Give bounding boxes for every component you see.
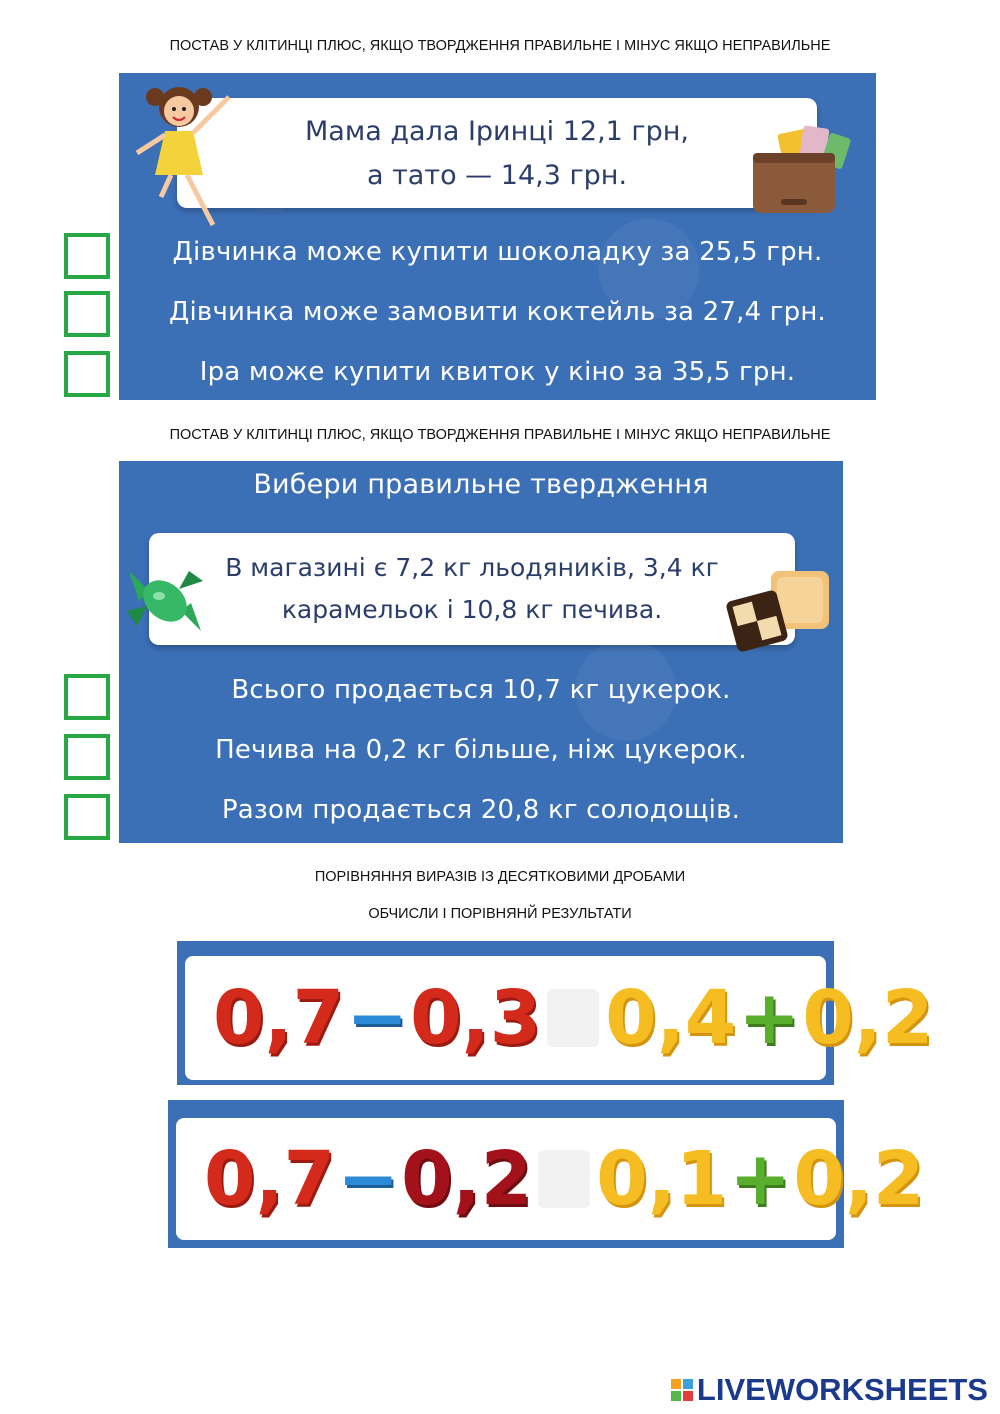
expr2-operand-a: 0,7	[204, 1136, 336, 1222]
expression-1-panel	[177, 941, 934, 1085]
section1-card-line1: Мама дала Іринці 12,1 грн,	[305, 116, 689, 147]
section2-heading: Вибери правильне твердження	[253, 469, 709, 500]
section1-answer-box-3[interactable]	[64, 351, 110, 397]
section1-statement-3: Іра може купити квиток у кіно за 35,5 грн.	[199, 357, 796, 387]
candy-icon	[119, 551, 211, 661]
expr2-plus: +	[729, 1136, 792, 1222]
expr1-operand-c: 0,4	[605, 975, 737, 1061]
section2-card-line1: В магазині є 7,2 кг льодяників, 3,4 кг	[225, 553, 719, 582]
section1-answer-box-2[interactable]	[64, 291, 110, 337]
section1-card-line2: а тато — 14,3 грн.	[366, 160, 628, 191]
section3-title: ПОРІВНЯННЯ ВИРАЗІВ ІЗ ДЕСЯТКОВИМИ ДРОБАМИ	[314, 869, 686, 885]
section1-card	[177, 98, 817, 208]
section1-answer-box-1[interactable]	[64, 233, 110, 279]
expression-1	[213, 956, 933, 1080]
section2-instruction: ПОСТАВ У КЛІТИНЦІ ПЛЮС, ЯКЩО ТВОРДЖЕННЯ ПРАВИЛЬНЕ І МІНУС ЯКЩО НЕПРАВИЛЬНЕ	[169, 427, 831, 443]
expr1-operand-d: 0,2	[802, 975, 934, 1061]
section2-statement-3: Разом продається 20,8 кг солодощів.	[221, 795, 741, 825]
liveworksheets-logo-icon	[671, 1379, 693, 1401]
liveworksheets-logo	[671, 1372, 988, 1408]
expr1-compare-slot[interactable]	[547, 989, 599, 1047]
section2-answer-box-3[interactable]	[64, 794, 110, 840]
expr2-operand-b: 0,2	[401, 1136, 533, 1222]
section2-answer-box-2[interactable]	[64, 734, 110, 780]
girl-illustration-icon	[131, 75, 243, 235]
section1-statement-2: Дівчинка може замовити коктейль за 27,4 грн.	[169, 297, 826, 327]
section3-instruction: ОБЧИСЛИ І ПОРІВНЯНЙ РЕЗУЛЬТАТИ	[368, 906, 632, 922]
expr2-compare-slot[interactable]	[538, 1150, 590, 1208]
expression-2-card	[176, 1118, 925, 1240]
expr1-operand-b: 0,3	[410, 975, 542, 1061]
section2-card	[149, 533, 795, 645]
expr1-operand-a: 0,7	[213, 975, 345, 1061]
expr1-plus: +	[738, 975, 801, 1061]
expr2-operand-c: 0,1	[596, 1136, 728, 1222]
expression-2-panel	[168, 1100, 925, 1248]
section1-instruction: ПОСТАВ У КЛІТИНЦІ ПЛЮС, ЯКЩО ТВОРДЖЕННЯ ПРАВИЛЬНЕ І МІНУС ЯКЩО НЕПРАВИЛЬНЕ	[169, 38, 831, 54]
wallet-icon	[751, 123, 856, 218]
section2-statement-2: Печива на 0,2 кг більше, ніж цукерок.	[215, 735, 747, 765]
section2-panel	[119, 461, 843, 843]
cookies-icon	[723, 569, 833, 654]
liveworksheets-logo-text: LIVEWORKSHEETS	[696, 1372, 988, 1407]
expr1-minus: −	[346, 975, 409, 1061]
expression-2	[204, 1118, 924, 1240]
section1-statement-1: Дівчинка може купити шоколадку за 25,5 грн.	[172, 237, 823, 267]
expr2-minus: −	[337, 1136, 400, 1222]
expression-1-card	[185, 956, 934, 1080]
section2-statement-1: Всього продається 10,7 кг цукерок.	[231, 675, 731, 705]
section2-answer-box-1[interactable]	[64, 674, 110, 720]
section2-card-line2: карамельок і 10,8 кг печива.	[281, 595, 663, 624]
expr2-operand-d: 0,2	[793, 1136, 925, 1222]
section1-panel	[119, 73, 876, 400]
